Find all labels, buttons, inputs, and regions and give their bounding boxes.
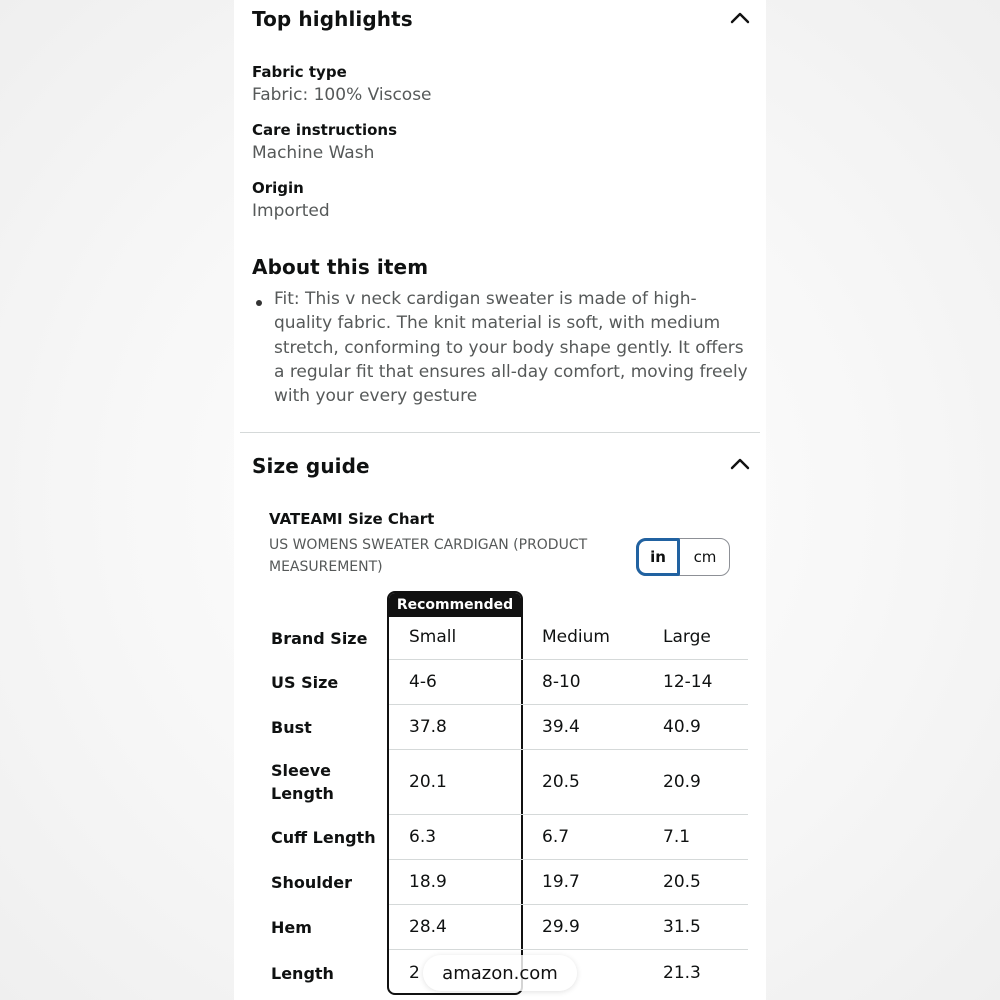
about-item-heading: About this item: [252, 255, 429, 279]
origin-value: Imported: [252, 201, 330, 221]
recommended-badge: Recommended: [389, 593, 521, 617]
fabric-type-label: Fabric type: [252, 63, 347, 81]
row-divider: [389, 659, 748, 660]
care-instructions-label: Care instructions: [252, 121, 398, 139]
table-cell: 29.9: [542, 917, 580, 937]
browser-url-pill[interactable]: amazon.com: [423, 955, 577, 991]
size-small: Small: [409, 627, 457, 647]
row-label-shoulder: Shoulder: [271, 873, 352, 892]
unit-toggle: [636, 538, 730, 576]
chevron-up-icon[interactable]: [728, 6, 752, 30]
row-label-cuff-length: Cuff Length: [271, 828, 376, 847]
size-medium: Medium: [542, 627, 610, 647]
row-divider: [389, 949, 748, 950]
unit-in-button[interactable]: in: [636, 538, 680, 576]
table-cell: 20.9: [663, 772, 701, 792]
table-cell: 40.9: [663, 717, 701, 737]
table-cell: 4-6: [409, 672, 437, 692]
unit-cm-button[interactable]: cm: [693, 548, 717, 566]
table-cell: 7.1: [663, 827, 691, 847]
table-cell: 31.5: [663, 917, 701, 937]
row-label-sleeve-length: Sleeve Length: [271, 761, 334, 803]
section-divider: [240, 432, 760, 433]
row-label-us-size: US Size: [271, 673, 339, 692]
table-cell: 37.8: [409, 717, 447, 737]
table-cell: 6.7: [542, 827, 570, 847]
chevron-up-icon[interactable]: [728, 452, 752, 476]
size-chart-subtitle: US WOMENS SWEATER CARDIGAN (PRODUCT MEASUREMENT): [269, 537, 588, 575]
table-cell: 21.3: [663, 963, 701, 983]
table-cell: 6.3: [409, 827, 437, 847]
about-item-bullet: Fit: This v neck cardigan sweater is made of high-quality fabric. The knit material is soft, with medium stretch, conforming to your body shape gently. It offers a regular fit that ensures all-day comfort, moving freely with your every gesture: [274, 289, 748, 407]
row-label-bust: Bust: [271, 718, 312, 737]
table-cell: 20.5: [542, 772, 580, 792]
size-guide-heading[interactable]: Size guide: [252, 454, 370, 478]
table-cell: 2: [409, 963, 420, 983]
row-divider: [389, 859, 748, 860]
table-cell: 8-10: [542, 672, 581, 692]
row-label-hem: Hem: [271, 918, 312, 937]
row-divider: [389, 749, 748, 750]
row-label-length: Length: [271, 964, 334, 983]
row-divider: [389, 704, 748, 705]
row-divider: [389, 904, 748, 905]
table-cell: 28.4: [409, 917, 447, 937]
size-large: Large: [663, 627, 711, 647]
origin-label: Origin: [252, 179, 304, 197]
row-divider: [389, 814, 748, 815]
table-cell: 12-14: [663, 672, 713, 692]
brand-size-label: Brand Size: [271, 629, 368, 648]
table-cell: 20.1: [409, 772, 447, 792]
table-cell: 39.4: [542, 717, 580, 737]
bullet-dot: [256, 300, 262, 306]
table-cell: 19.7: [542, 872, 580, 892]
fabric-type-value: Fabric: 100% Viscose: [252, 85, 432, 105]
size-chart-title: VATEAMI Size Chart: [269, 510, 435, 528]
recommended-column: [387, 591, 523, 995]
care-instructions-value: Machine Wash: [252, 143, 375, 163]
table-cell: 20.5: [663, 872, 701, 892]
table-cell: 18.9: [409, 872, 447, 892]
top-highlights-heading[interactable]: Top highlights: [252, 7, 413, 31]
